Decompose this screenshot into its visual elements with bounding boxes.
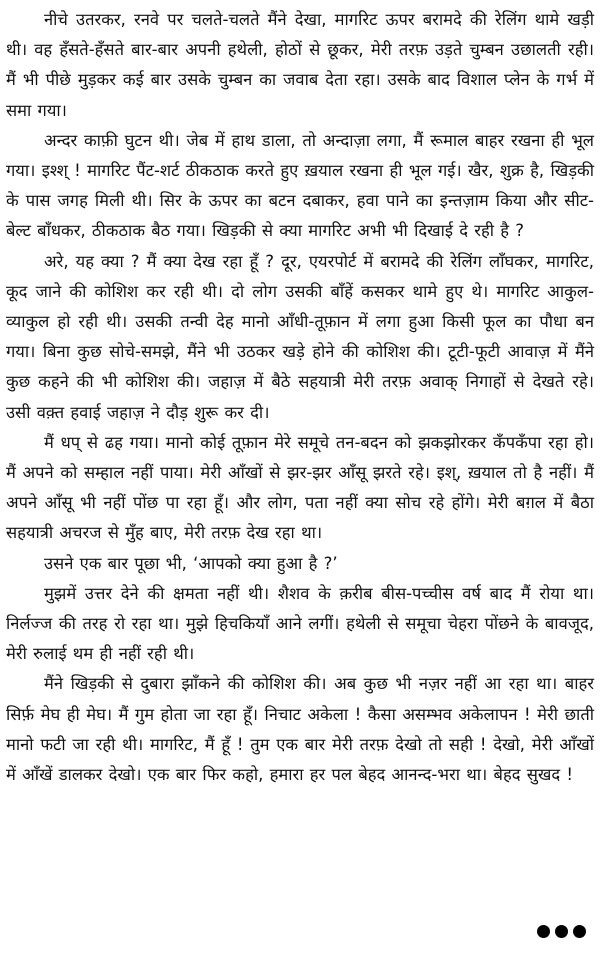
dot-icon <box>573 925 586 938</box>
paragraph-4: मैं धप् से ढह गया। मानो कोई तूफ़ान मेरे समूचे तन-बदन को झकझोरकर कँपकँपा रहा हो। मैं अपने को सम्हाल नहीं पाया। मेरी आँखों से झर-झर आँसू झरते रहे। इश्, ख़याल तो है नहीं। मैं अपने आँसू भी नहीं पोंछ पा रहा हूँ। और लोग, पता नहीं क्या सोच रहे होंगे। मेरी बग़ल में बैठा सहयात्री अचरज से मुँह बाए, मेरी तरफ़ देख रहा था। <box>6 432 594 543</box>
paragraph-3: अरे, यह क्या ? मैं क्या देख रहा हूँ ? दूर, एयरपोर्ट में बरामदे की रेलिंग लाँघकर, मागरिट, कूद जाने की कोशिश कर रही थी। दो लोग उसकी बाँहें कसकर थामे हुए थे। मागरिट आकुल-व्याकुल हो रही थी। उसकी तन्वी देह मानो आँधी-तूफ़ान में लगा हुआ किसी फूल का पौधा बन गया। बिना कुछ सोचे-समझे, मैंने भी उठकर खड़े होने की कोशिश की। टूटी-फूटी आवाज़ में मैंने कुछ कहने की भी कोशिश की। जहाज़ में बैठे सहयात्री मेरी तरफ़ अवाक् निगाहों से देखते रहे। उसी वक़्त हवाई जहाज़ ने दौड़ शुरू कर दी। <box>6 251 594 422</box>
paragraph-6: मुझमें उत्तर देने की क्षमता नहीं थी। शैशव के क़रीब बीस-पच्चीस वर्ष बाद मैं रोया था। निर्लज्ज की तरह रो रहा था। मुझे हिचकियाँ आने लगीं। हथेली से समूचा चेहरा पोंछने के बावजूद, मेरी रुलाई थम ही नहीं रही थी। <box>6 583 594 664</box>
dot-icon <box>537 925 550 938</box>
paragraph-1: नीचे उतरकर, रनवे पर चलते-चलते मैंने देखा, मागरिट ऊपर बरामदे की रेलिंग थामे खड़ी थी। वह हँसते-हँसते बार-बार अपनी हथेली, होठों से छूकर, मेरी तरफ़ उड़ते चुम्बन उछालती रही। मैं भी पीछे मुड़कर कई बार उसके चुम्बन का जवाब देता रहा। उसके बाद विशाल प्लेन के गर्भ में समा गया। <box>6 10 594 120</box>
paragraph-5: उसने एक बार पूछा भी, ‘आपको क्या हुआ है ?’ <box>44 553 338 573</box>
dot-icon <box>555 925 568 938</box>
ellipsis-dots-icon <box>537 925 586 938</box>
paragraph-2: अन्दर काफ़ी घुटन थी। जेब में हाथ डाला, तो अन्दाज़ा लगा, मैं रूमाल बाहर रखना ही भूल गया। इश्श् ! मागरिट पैंट-शर्ट ठीकठाक करते हुए ख़याल रखना ही भूल गई। खैर, शुक्र है, खिड़की के पास जगह मिली थी। सिर के ऊपर का बटन दबाकर, हवा पाने का इन्तज़ाम किया और सीट-बेल्ट बाँधकर, ठीकठाक बैठ गया। खिड़की से क्या मागरिट अभी भी दिखाई दे रही है ? <box>6 130 594 241</box>
paragraph-7: मैंने खिड़की से दुबारा झाँकने की कोशिश की। अब कुछ भी नज़र नहीं आ रहा था। बाहर सिर्फ़ मेघ ही मेघ। मैं गुम होता जा रहा हूँ। निचाट अकेला ! कैसा असम्भव अकेलापन ! मेरी छाती मानो फटी जा रही थी। मागरिट, मैं हूँ ! तुम एक बार मेरी तरफ़ देखो तो सही ! देखो, मेरी आँखों में आँखें डालकर देखो। एक बार फिर कहो, हमारा हर पल बेहद आनन्द-भरा था। बेहद सुखद ! <box>6 674 594 785</box>
